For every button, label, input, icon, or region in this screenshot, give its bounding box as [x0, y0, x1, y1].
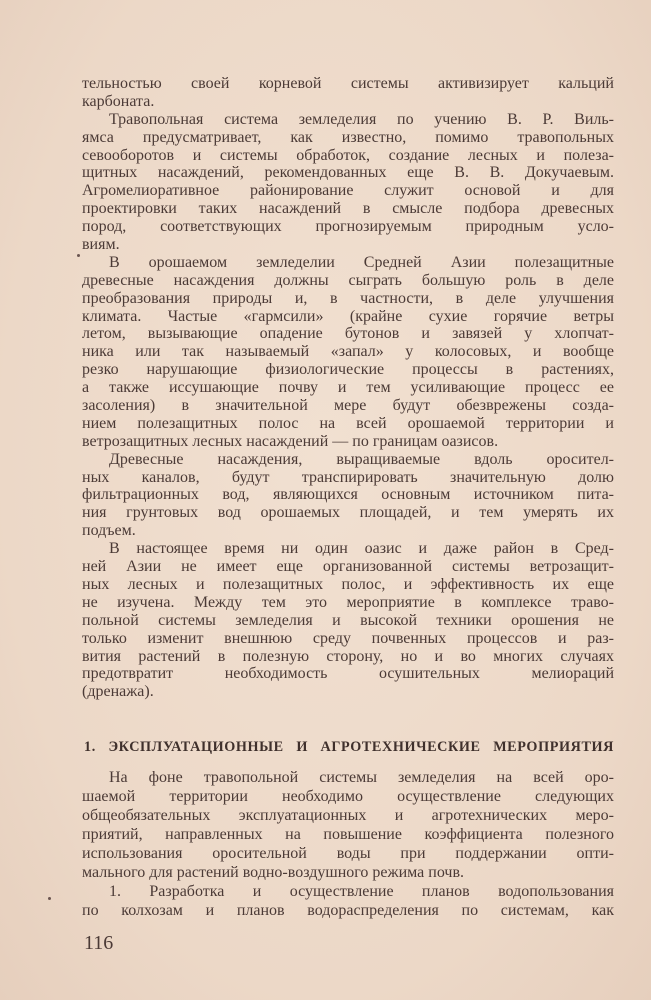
text-line: шаемой территории необходимо осуществление следующих: [82, 788, 614, 805]
text-line: ней Азии не имеет еще организованной системы ветрозащит-: [82, 558, 614, 576]
text-line: вития растений в полезную сторону, но и во многих случаях: [82, 647, 614, 665]
text-line: приятий, направленных на повышение коэффициента полезного: [82, 826, 614, 843]
text-line: щитных насаждений, рекомендованных еще В. В. Докучаевым.: [82, 164, 614, 182]
text-line: преобразования природы и, в частности, в деле улучшения: [82, 289, 614, 307]
text-line: общеобязательных эксплуатационных и агротехнических меро-: [82, 807, 614, 824]
paragraph: [82, 768, 614, 882]
text-line: пород, соответствующих прогнозируемым природным усло-: [82, 218, 614, 236]
scan-speck: [48, 897, 51, 900]
text-line: предотвратит необходимость осушительных мелиораций: [82, 665, 614, 683]
text-line: нием полезащитных полос на всей орошаемой территории и: [82, 414, 614, 432]
scan-speck: [77, 254, 80, 257]
text-line: карбоната.: [82, 92, 155, 110]
paragraph: [82, 882, 614, 920]
text-line: ника или так называемый «запал» у колосовых, и вообще: [82, 343, 614, 361]
text-line: мального для растений водно-воздушного режима почв.: [82, 864, 464, 881]
body-text-top: [82, 75, 614, 701]
text-line: ных лесных и полезащитных полос, и эффективность их еще: [82, 575, 614, 593]
text-line: фильтрационных вод, являющихся основным источником пита-: [82, 486, 614, 504]
text-line: не изучена. Между тем это мероприятие в комплексе траво-: [82, 593, 614, 611]
text-line: по колхозам и планов водораспределения по системам, как: [82, 902, 614, 919]
text-line: летом, вызывающие опадение бутонов и завязей у хлопчат-: [82, 325, 614, 343]
text-line: ветрозащитных лесных насаждений — по границам оазисов.: [82, 432, 499, 450]
text-line: проектировки таких насаждений в смысле подбора древесных: [82, 200, 614, 218]
paragraph: [82, 254, 614, 451]
text-line: виям.: [82, 236, 120, 254]
text-line: а также иссушающие почву и тем усиливающие процесс ее: [82, 379, 614, 397]
text-line: ямса предусматривает, как известно, помимо травопольных: [82, 128, 614, 146]
text-line: севооборотов и системы обработок, создание лесных и полеза-: [82, 146, 614, 164]
text-line: ния грунтовых вод орошаемых площадей, и тем умерять их: [82, 504, 614, 522]
paragraph: [82, 451, 614, 540]
text-line: подъем.: [82, 522, 136, 540]
text-line: резко нарушающие физиологические процессы в растениях,: [82, 361, 614, 379]
text-line: только изменит внешнюю среду почвенных процессов и раз-: [82, 629, 614, 647]
text-line: В орошаемом земледелии Средней Азии полезащитные: [109, 253, 614, 271]
text-line: Древесные насаждения, выращиваемые вдоль оросител-: [109, 450, 614, 468]
text-line: климата. Частые «гармсили» (крайне сухие горячие ветры: [82, 307, 614, 325]
text-line: 1. Разработка и осуществление планов водопользования: [109, 883, 614, 900]
paragraph: [82, 540, 614, 701]
text-line: На фоне травопольной системы земледелия на всей оро-: [109, 769, 614, 786]
text-line: ных каналов, будут транспирировать значительную долю: [82, 468, 614, 486]
text-line: засоления) в значительной мере будут обезврежены созда-: [82, 397, 614, 415]
text-line: древесные насаждения должны сыграть большую роль в деле: [82, 271, 614, 289]
text-line: использования оросительной воды при поддержании опти-: [82, 845, 614, 862]
text-line: Травопольная система земледелия по учению В. Р. Виль-: [109, 110, 614, 128]
paragraph: [82, 111, 614, 254]
section-heading: 1. ЭКСПЛУАТАЦИОННЫЕ И АГРОТЕХНИЧЕСКИЕ МЕРОПРИЯТИЯ: [84, 739, 614, 755]
body-text-bottom: [82, 768, 614, 920]
text-line: польной системы земледелия и высокой техники орошения не: [82, 611, 614, 629]
text-line: (дренажа).: [82, 683, 154, 701]
paragraph: [82, 75, 614, 111]
text-line: В настоящее время ни один оазис и даже район в Сред-: [109, 540, 614, 558]
page-number: 116: [84, 932, 114, 954]
text-line: Агромелиоративное районирование служит основой и для: [82, 182, 614, 200]
text-line: тельностью своей корневой системы активизирует кальций: [82, 75, 614, 92]
